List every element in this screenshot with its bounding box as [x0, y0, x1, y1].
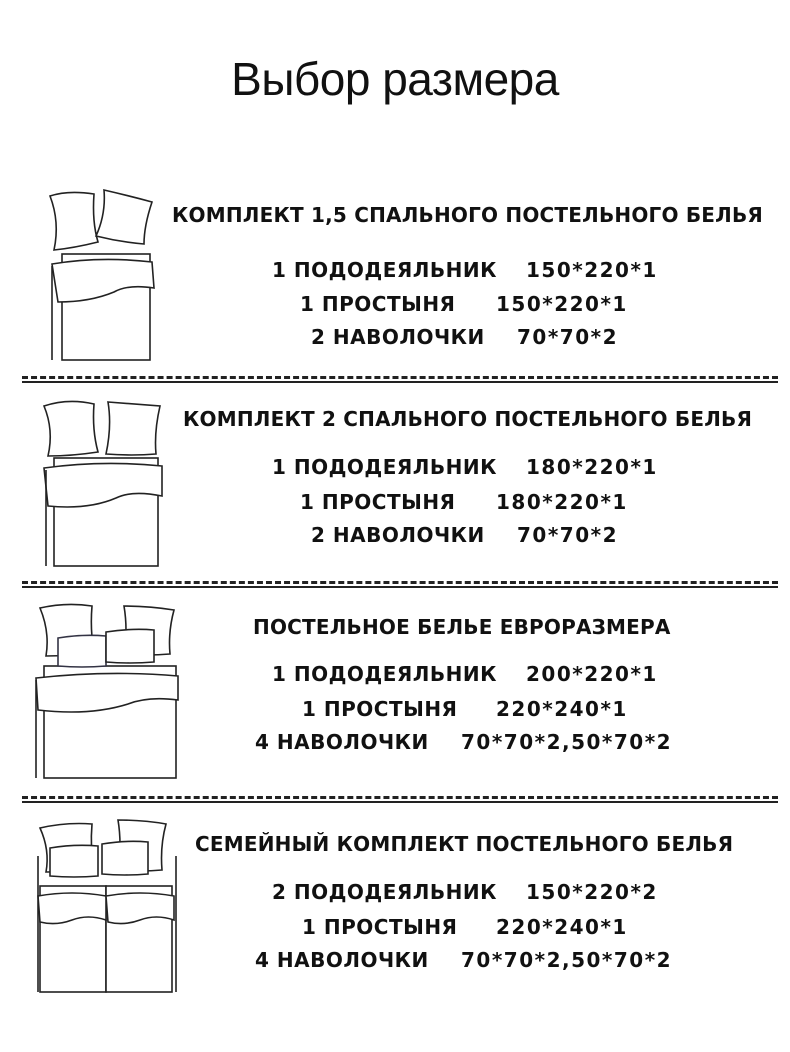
section-heading: ПОСТЕЛЬНОЕ БЕЛЬЕ ЕВРОРАЗМЕРА — [253, 615, 671, 639]
item-size: 220*240*1 — [496, 697, 628, 721]
euro-bed-icon — [32, 602, 182, 782]
item-size: 180*220*1 — [496, 490, 628, 514]
item-name: 1 ПРОСТЫНЯ — [302, 915, 458, 939]
page-title: Выбор размера — [231, 53, 559, 105]
item-size: 70*70*2,50*70*2 — [461, 948, 673, 972]
item-size: 70*70*2 — [517, 325, 618, 349]
list-item — [300, 292, 628, 316]
item-name: 2 НАВОЛОЧКИ — [311, 523, 485, 547]
single-bed-icon — [40, 186, 160, 366]
item-size: 200*220*1 — [526, 662, 658, 686]
item-size: 150*220*2 — [526, 880, 658, 904]
item-name: 1 ПРОСТЫНЯ — [300, 292, 456, 316]
item-size: 150*220*1 — [526, 258, 658, 282]
item-name: 1 ПОДОДЕЯЛЬНИК — [272, 455, 497, 479]
section-heading: СЕМЕЙНЫЙ КОМПЛЕКТ ПОСТЕЛЬНОГО БЕЛЬЯ — [195, 832, 734, 856]
section-divider — [22, 581, 778, 584]
list-item — [255, 730, 673, 754]
section-heading: КОМПЛЕКТ 2 СПАЛЬНОГО ПОСТЕЛЬНОГО БЕЛЬЯ — [183, 407, 753, 431]
item-name: 1 ПРОСТЫНЯ — [302, 697, 458, 721]
list-item — [272, 455, 658, 479]
list-item — [311, 523, 618, 547]
item-name: 2 ПОДОДЕЯЛЬНИК — [272, 880, 497, 904]
item-name: 1 ПОДОДЕЯЛЬНИК — [272, 258, 497, 282]
list-item — [302, 915, 628, 939]
list-item — [255, 948, 673, 972]
list-item — [272, 880, 658, 904]
item-name: 4 НАВОЛОЧКИ — [255, 948, 429, 972]
list-item — [311, 325, 618, 349]
item-name: 4 НАВОЛОЧКИ — [255, 730, 429, 754]
double-bed-icon — [36, 396, 166, 572]
item-size: 70*70*2,50*70*2 — [461, 730, 673, 754]
item-name: 1 ПОДОДЕЯЛЬНИК — [272, 662, 497, 686]
list-item — [302, 697, 628, 721]
item-size: 150*220*1 — [496, 292, 628, 316]
item-name: 1 ПРОСТЫНЯ — [300, 490, 456, 514]
family-bed-icon — [32, 816, 182, 996]
list-item — [300, 490, 628, 514]
section-divider — [22, 376, 778, 379]
item-name: 2 НАВОЛОЧКИ — [311, 325, 485, 349]
section-divider — [22, 796, 778, 799]
item-size: 180*220*1 — [526, 455, 658, 479]
list-item — [272, 662, 658, 686]
list-item — [272, 258, 658, 282]
item-size: 220*240*1 — [496, 915, 628, 939]
section-heading: КОМПЛЕКТ 1,5 СПАЛЬНОГО ПОСТЕЛЬНОГО БЕЛЬЯ — [172, 203, 763, 227]
item-size: 70*70*2 — [517, 523, 618, 547]
